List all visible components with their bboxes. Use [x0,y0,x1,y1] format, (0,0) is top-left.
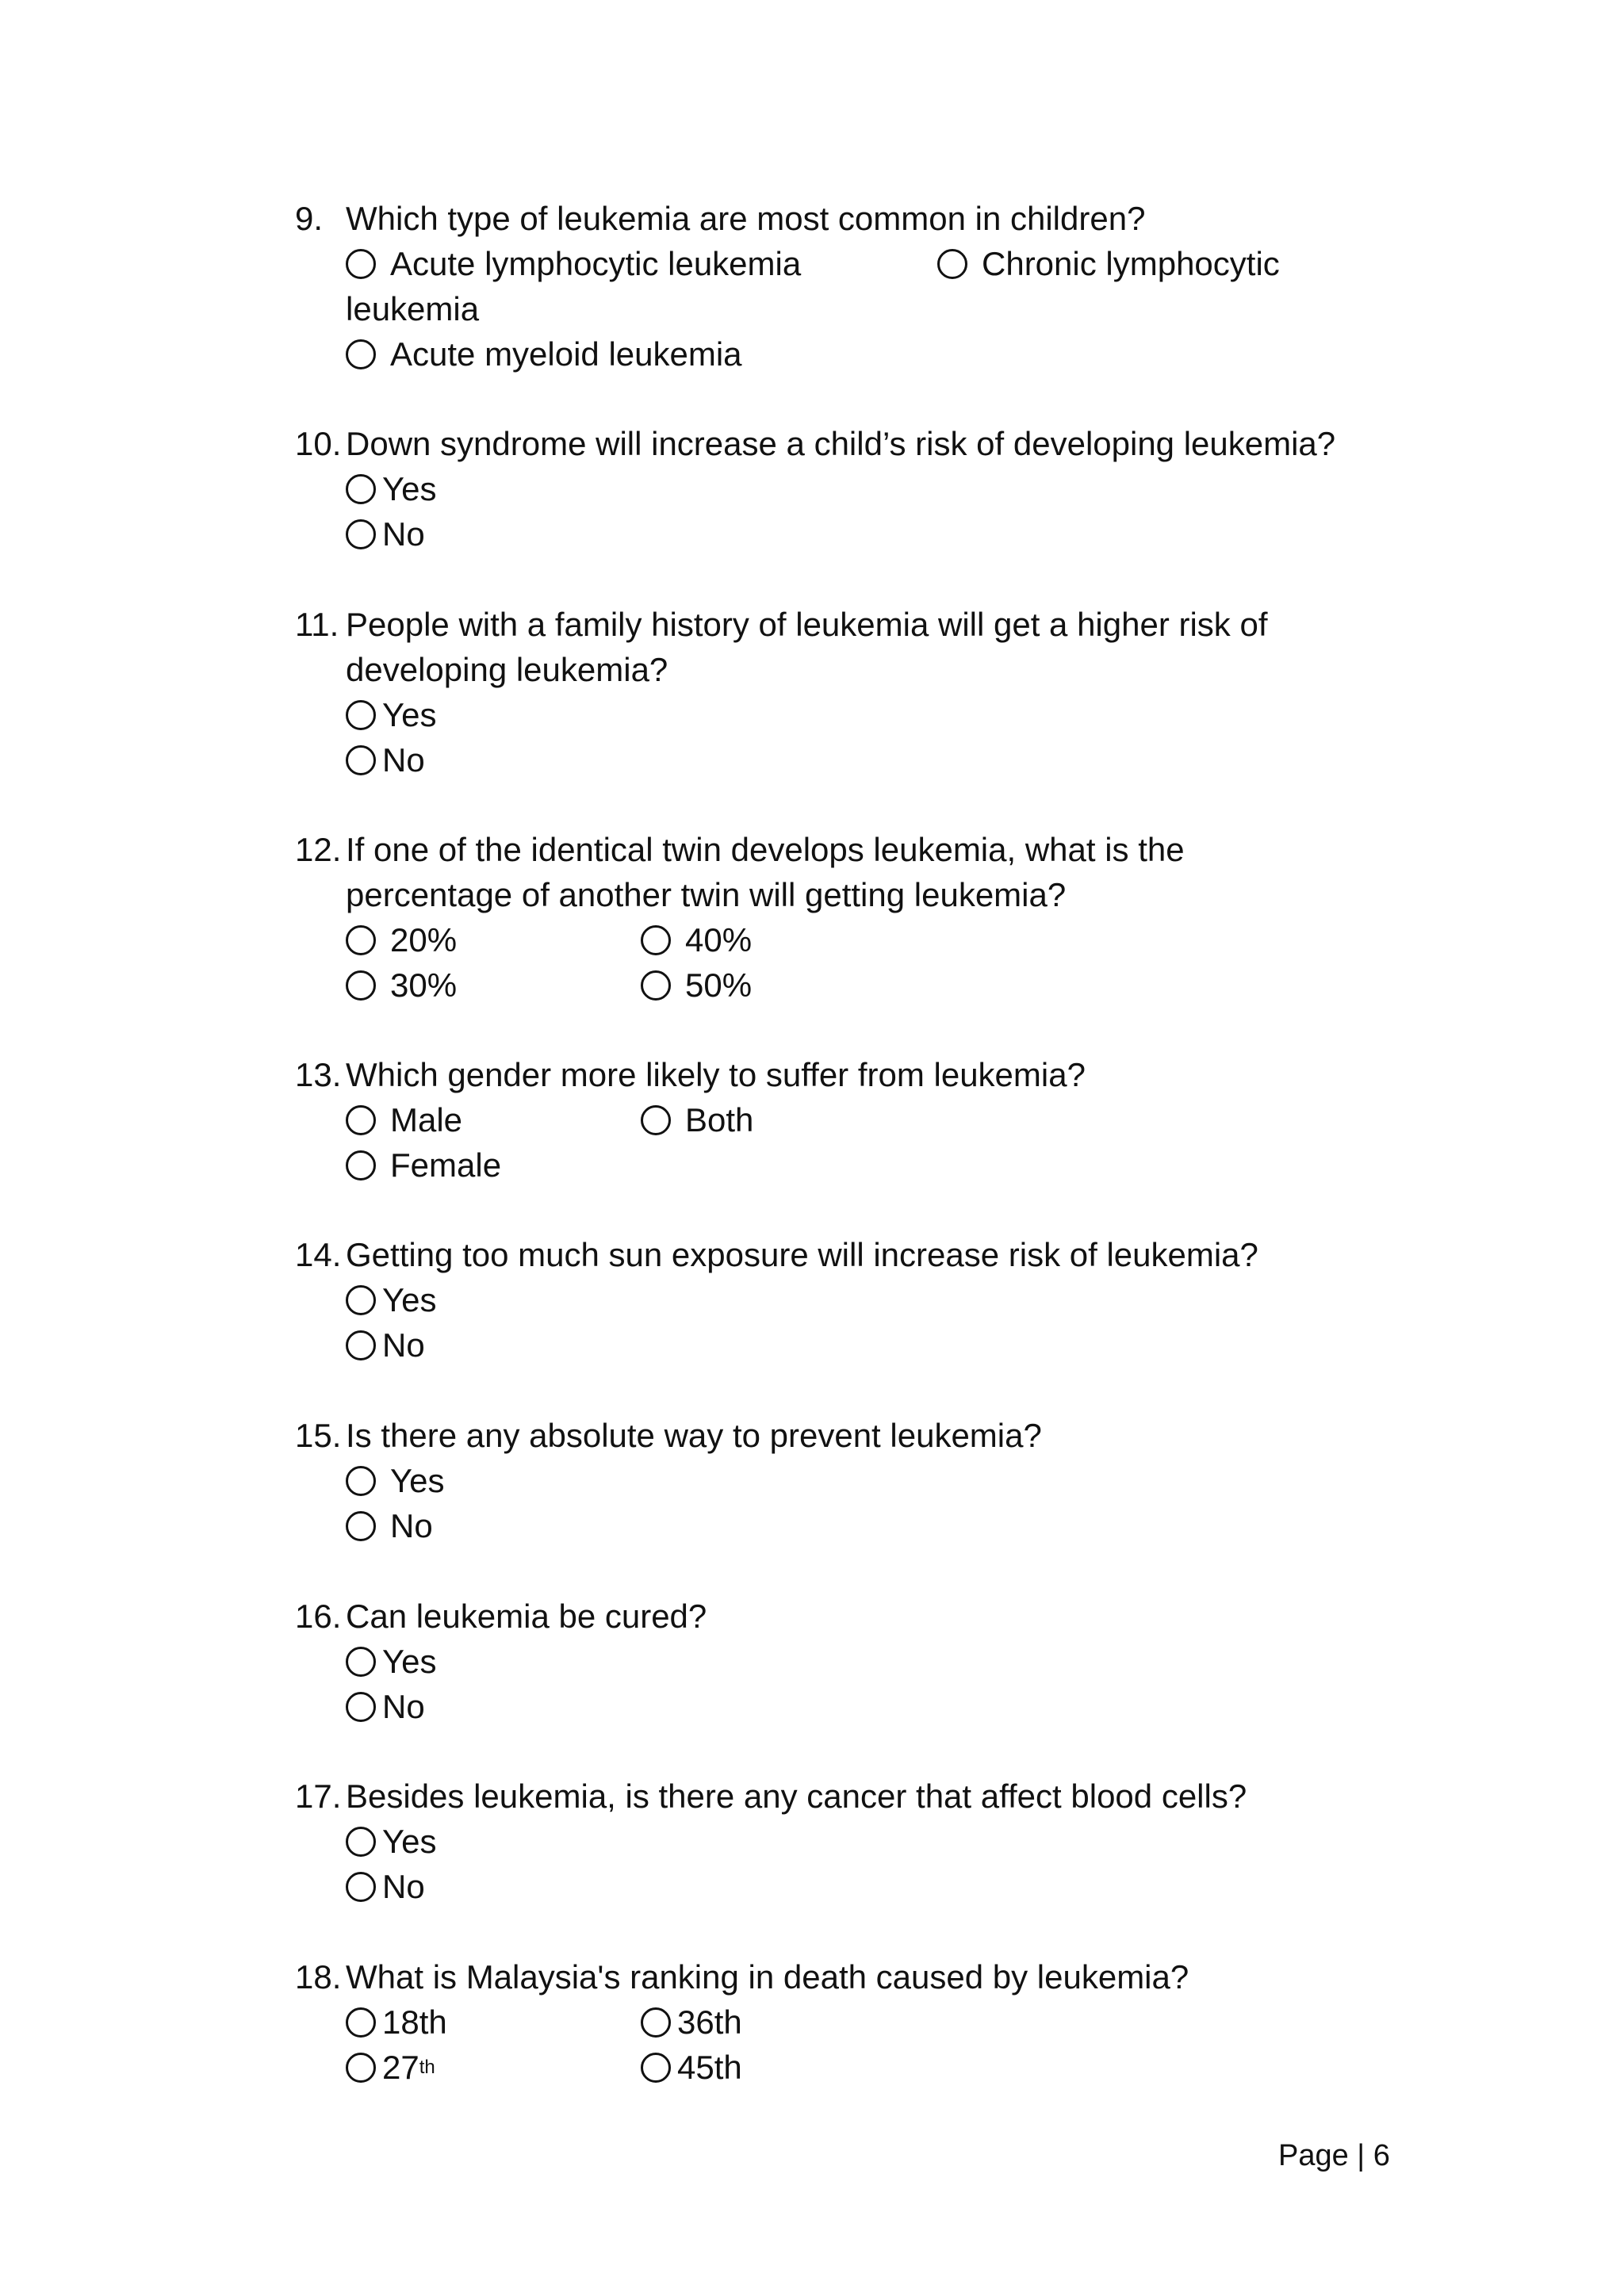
radio-circle-icon[interactable] [346,1692,376,1722]
option-50-percent[interactable]: 50% [641,962,752,1008]
question-10 [295,421,1405,557]
question-number: 18. [295,1958,342,1996]
radio-circle-icon[interactable] [346,474,376,504]
option-40-percent[interactable]: 40% [641,917,752,962]
radio-circle-icon[interactable] [346,1872,376,1902]
radio-circle-icon[interactable] [346,339,376,369]
option-wrap-text: leukemia [346,290,480,327]
option-27th[interactable]: 27 th [346,2045,435,2090]
option-no[interactable]: No [346,1684,425,1729]
question-17 [295,1774,1405,1909]
option-yes[interactable]: Yes [346,692,437,737]
radio-circle-icon[interactable] [346,1466,376,1496]
question-18 [295,1954,1405,2090]
radio-circle-icon[interactable] [346,2007,376,2038]
radio-circle-icon[interactable] [346,1330,376,1360]
question-text: If one of the identical twin develops leukemia, what is the [346,831,1185,868]
question-text-continued: developing leukemia? [346,651,668,688]
option-20-percent[interactable]: 20% [346,917,457,962]
question-number: 12. [295,831,342,868]
question-number: 9. [295,200,324,237]
question-text: What is Malaysia's ranking in death caused by leukemia? [346,1958,1189,1996]
option-acute-lymphocytic[interactable]: Acute lymphocytic leukemia [346,241,801,286]
radio-circle-icon[interactable] [346,745,376,775]
question-text: Which type of leukemia are most common in children? [346,200,1146,237]
question-text: Down syndrome will increase a child’s risk of developing leukemia? [346,425,1336,462]
option-no[interactable]: No [346,511,425,557]
option-yes[interactable]: Yes [346,1639,437,1684]
radio-circle-icon[interactable] [346,249,376,279]
question-13 [295,1052,1405,1188]
question-number: 15. [295,1417,342,1454]
question-text: Can leukemia be cured? [346,1598,707,1635]
radio-circle-icon[interactable] [346,519,376,549]
radio-circle-icon[interactable] [641,2007,671,2038]
question-16 [295,1594,1405,1729]
option-36th[interactable]: 36th [641,1999,742,2045]
option-no[interactable]: No [346,1503,433,1548]
question-number: 10. [295,425,342,462]
radio-circle-icon[interactable] [641,970,671,1001]
question-text: People with a family history of leukemia will get a higher risk of [346,606,1268,643]
radio-circle-icon[interactable] [346,2053,376,2083]
option-male[interactable]: Male [346,1097,462,1142]
radio-circle-icon[interactable] [641,2053,671,2083]
radio-circle-icon[interactable] [346,970,376,1001]
question-number: 11. [295,606,339,643]
option-yes[interactable]: Yes [346,1458,445,1503]
question-14 [295,1232,1405,1368]
radio-circle-icon[interactable] [346,1285,376,1315]
question-number: 13. [295,1056,342,1093]
option-no[interactable]: No [346,737,425,783]
option-yes[interactable]: Yes [346,1277,437,1322]
question-number: 14. [295,1236,342,1273]
option-no[interactable]: No [346,1322,425,1368]
radio-circle-icon[interactable] [346,1827,376,1857]
question-number: 16. [295,1598,342,1635]
option-30-percent[interactable]: 30% [346,962,457,1008]
radio-circle-icon[interactable] [346,1647,376,1677]
radio-circle-icon[interactable] [346,1105,376,1135]
option-18th[interactable]: 18th [346,1999,447,2045]
radio-circle-icon[interactable] [346,1150,376,1181]
option-yes[interactable]: Yes [346,466,437,511]
radio-circle-icon[interactable] [937,249,967,279]
question-text-continued: percentage of another twin will getting leukemia? [346,876,1067,913]
question-text: Is there any absolute way to prevent leukemia? [346,1417,1042,1454]
option-chronic-lymphocytic[interactable]: Chronic lymphocytic [937,241,1280,286]
option-acute-myeloid[interactable]: Acute myeloid leukemia [346,331,742,377]
radio-circle-icon[interactable] [346,1511,376,1541]
radio-circle-icon[interactable] [641,1105,671,1135]
radio-circle-icon[interactable] [346,925,376,955]
option-no[interactable]: No [346,1864,425,1909]
question-text: Getting too much sun exposure will increase risk of leukemia? [346,1236,1258,1273]
option-yes[interactable]: Yes [346,1819,437,1864]
question-text: Which gender more likely to suffer from leukemia? [346,1056,1086,1093]
question-text: Besides leukemia, is there any cancer that affect blood cells? [346,1777,1247,1815]
question-9 [295,196,1405,377]
question-11 [295,602,1405,783]
radio-circle-icon[interactable] [346,700,376,730]
option-both[interactable]: Both [641,1097,753,1142]
question-15 [295,1413,1405,1548]
page-number: Page | 6 [1278,2139,1390,2172]
question-12 [295,827,1405,1008]
option-female[interactable]: Female [346,1142,501,1188]
radio-circle-icon[interactable] [641,925,671,955]
option-45th[interactable]: 45th [641,2045,742,2090]
question-number: 17. [295,1777,342,1815]
